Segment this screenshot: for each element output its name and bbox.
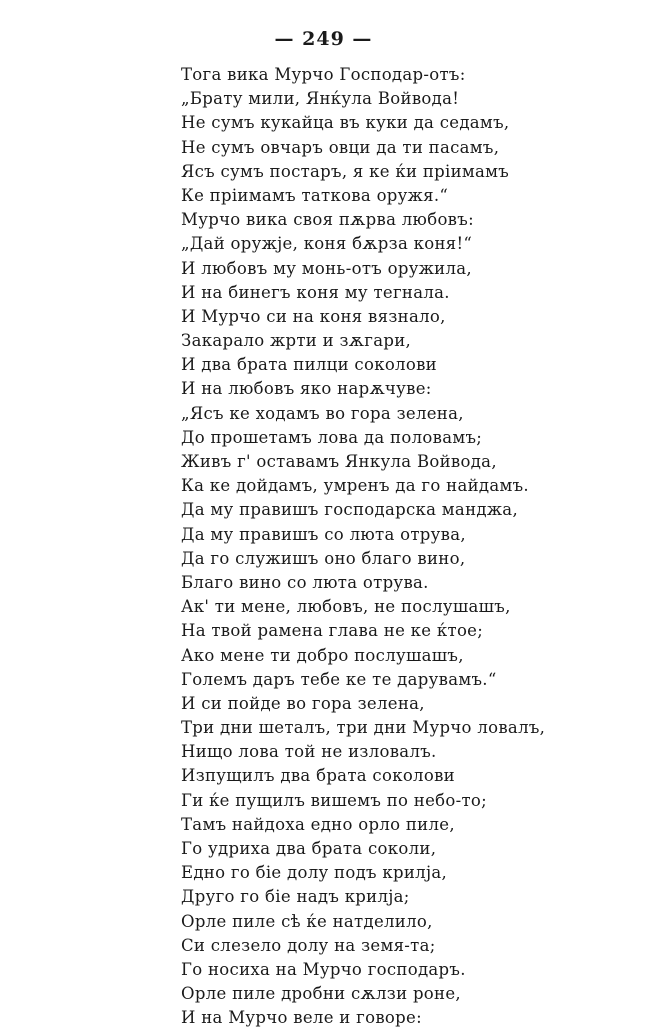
verse-line: Си слезело долу на земя-та; (181, 935, 436, 955)
verse-line: Го удриха два брата соколи, (181, 839, 437, 858)
verse-line: И два брата пилци соколови (181, 355, 437, 375)
verse-line: Го носиха на Мурчо господаръ. (181, 959, 466, 979)
verse-line: И на Мурчо веле и говоре: (181, 1008, 422, 1028)
verse-line: Орле пиле дробни сѫлзи роне, (181, 984, 461, 1004)
verse-line: Ак' ти мене, любовъ, не послушашъ, (181, 597, 511, 617)
verse-line: Закарало жрти и зѫгари, (181, 331, 412, 351)
verse-line: Благо вино со люта отрува. (181, 572, 429, 592)
verse-line: И на бинегъ коня му тегнала. (181, 282, 450, 302)
verse-line: Живъ г' оставамъ Янкула Войвода, (181, 452, 497, 471)
verse-line: И на любовъ яко нарѫчуве: (181, 379, 432, 399)
verse-line: Да го служишъ оно благо вино, (181, 548, 466, 568)
verse-line: Не сумъ овчаръ овци да ти пасамъ, (181, 137, 500, 157)
verse-line: „Брату мили, Янќула Войвода! (181, 89, 460, 109)
verse-line: Нищо лова той не изловалъ. (181, 742, 437, 762)
verse-line: Мурчо вика своя пѫрва любовъ: (181, 210, 474, 230)
verse-line: Орле пиле сѣ ќе натделило, (181, 911, 433, 931)
verse-line: Ги ќе пущилъ вишемъ по небо-то; (181, 790, 488, 810)
verse-line: Големъ даръ тебе ке те дарувамъ.“ (181, 669, 497, 689)
verse-line: И любовъ му монь-отъ оружила, (181, 258, 472, 278)
verse-line: Друго го біе надъ крилја; (181, 887, 410, 907)
poem-text (181, 63, 621, 1031)
verse-line: Три дни шеталъ, три дни Мурчо ловалъ, (181, 718, 546, 738)
verse-line: Да му правишъ господарска манджа, (181, 500, 518, 520)
verse-line: Изпущилъ два брата соколови (181, 766, 455, 786)
page-number: — 249 — (274, 28, 373, 50)
verse-line: Едно го біе долу подъ крилја, (181, 863, 448, 883)
verse-line: „Дай оружје, коня бѫрза коня!“ (181, 234, 473, 254)
verse-line: Тога вика Мурчо Господар-отъ: (181, 65, 466, 84)
verse-line: Ке пріимамъ таткова оружя.“ (181, 185, 449, 205)
verse-line: Ясъ сумъ постаръ, я ке ќи пріимамъ (181, 161, 510, 181)
verse-line: Тамъ найдоха едно орло пиле, (181, 814, 455, 834)
verse-line: Ка ке дойдамъ, умренъ да го найдамъ. (181, 476, 529, 496)
verse-line: Да му правишъ со люта отрува, (181, 524, 466, 544)
verse-line: Ако мене ти добро послушашъ, (181, 645, 464, 665)
verse-line: На твой рамена глава не ке ќтое; (181, 621, 484, 641)
verse-line: И Мурчо си на коня вязнало, (181, 306, 446, 326)
verse-line: „Ясъ ке ходамъ во гора зелена, (181, 403, 464, 423)
verse-line: И си пойде во гора зелена, (181, 693, 425, 713)
verse-line: Не сумъ кукайца въ куки да седамъ, (181, 113, 510, 133)
verse-line: До прошетамъ лова да половамъ; (181, 427, 483, 447)
